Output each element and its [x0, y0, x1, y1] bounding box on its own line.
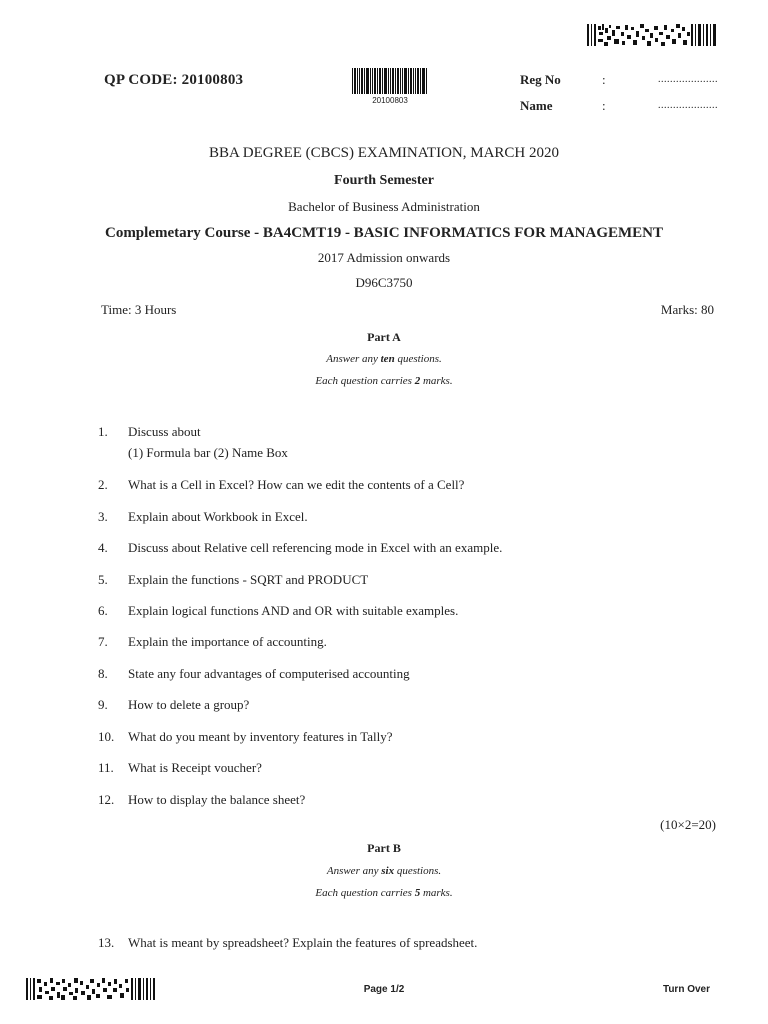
- question-text: Discuss about: [128, 424, 201, 439]
- name-label: Name: [520, 98, 553, 113]
- barcode-number: 20100803: [372, 96, 408, 105]
- exam-title: BBA DEGREE (CBCS) EXAMINATION, MARCH 2020: [208, 145, 560, 161]
- question-number: 6.: [98, 603, 108, 618]
- question-number: 3.: [98, 509, 108, 524]
- question-text: Explain the functions - SQRT and PRODUCT: [128, 572, 369, 587]
- turn-over: Turn Over: [662, 984, 710, 995]
- program: Bachelor of Business Administration: [288, 199, 480, 214]
- question-number: 11.: [98, 760, 114, 775]
- part-a-score: (10×2=20): [660, 817, 716, 832]
- question-number: 7.: [98, 634, 108, 649]
- question-text: State any four advantages of computerised accounting: [128, 666, 410, 681]
- question-number: 1.: [98, 424, 108, 439]
- part-a-instruction-1: Answer any ten questions.: [326, 353, 442, 365]
- question-number: 2.: [98, 477, 108, 492]
- reg-no-label: Reg No: [520, 72, 561, 87]
- question-number: 12.: [98, 792, 115, 807]
- reg-no-field: ....................: [658, 74, 718, 85]
- exam-time: Time: 3 Hours: [101, 302, 177, 317]
- question-text: Discuss about Relative cell referencing mode in Excel with an example.: [128, 540, 503, 555]
- course-title: Complemetary Course - BA4CMT19 - BASIC INFORMATICS FOR MANAGEMENT: [104, 225, 664, 241]
- question-number: 10.: [98, 729, 115, 744]
- reg-no-colon: :: [602, 72, 606, 87]
- question-text: Explain the importance of accounting.: [128, 634, 327, 649]
- barcode-center: [352, 68, 428, 94]
- part-b-instruction-2: Each question carries 5 marks.: [315, 887, 453, 899]
- semester: Fourth Semester: [334, 173, 434, 188]
- part-a-instruction-2: Each question carries 2 marks.: [315, 375, 453, 387]
- name-colon: :: [602, 98, 606, 113]
- question-text: What do you meant by inventory features in Tally?: [128, 729, 393, 744]
- question-text: What is Receipt voucher?: [128, 760, 262, 775]
- question-number: 13.: [98, 935, 115, 950]
- question-text: What is meant by spreadsheet? Explain the features of spreadsheet.: [128, 935, 478, 950]
- question-number: 5.: [98, 572, 108, 587]
- name-field: ....................: [658, 100, 718, 111]
- part-b-heading: Part B: [367, 841, 401, 855]
- admission: 2017 Admission onwards: [317, 250, 451, 265]
- barcode-top-right: [587, 24, 717, 46]
- part-b-instruction-1: Answer any six questions.: [326, 865, 442, 877]
- part-a-heading: Part A: [367, 330, 401, 344]
- question-number: 4.: [98, 540, 108, 555]
- question-subtext: (1) Formula bar (2) Name Box: [128, 445, 288, 460]
- question-text: Explain logical functions AND and OR with suitable examples.: [128, 603, 459, 618]
- qp-code: QP CODE: 20100803: [104, 72, 244, 88]
- question-text: What is a Cell in Excel? How can we edit the contents of a Cell?: [128, 477, 465, 492]
- paper-code: D96C3750: [355, 275, 413, 290]
- exam-marks: Marks: 80: [660, 302, 714, 317]
- question-text: How to display the balance sheet?: [128, 792, 306, 807]
- question-number: 8.: [98, 666, 108, 681]
- page-number: Page 1/2: [363, 984, 405, 995]
- question-text: Explain about Workbook in Excel.: [128, 509, 308, 524]
- question-number: 9.: [98, 697, 108, 712]
- question-text: How to delete a group?: [128, 697, 250, 712]
